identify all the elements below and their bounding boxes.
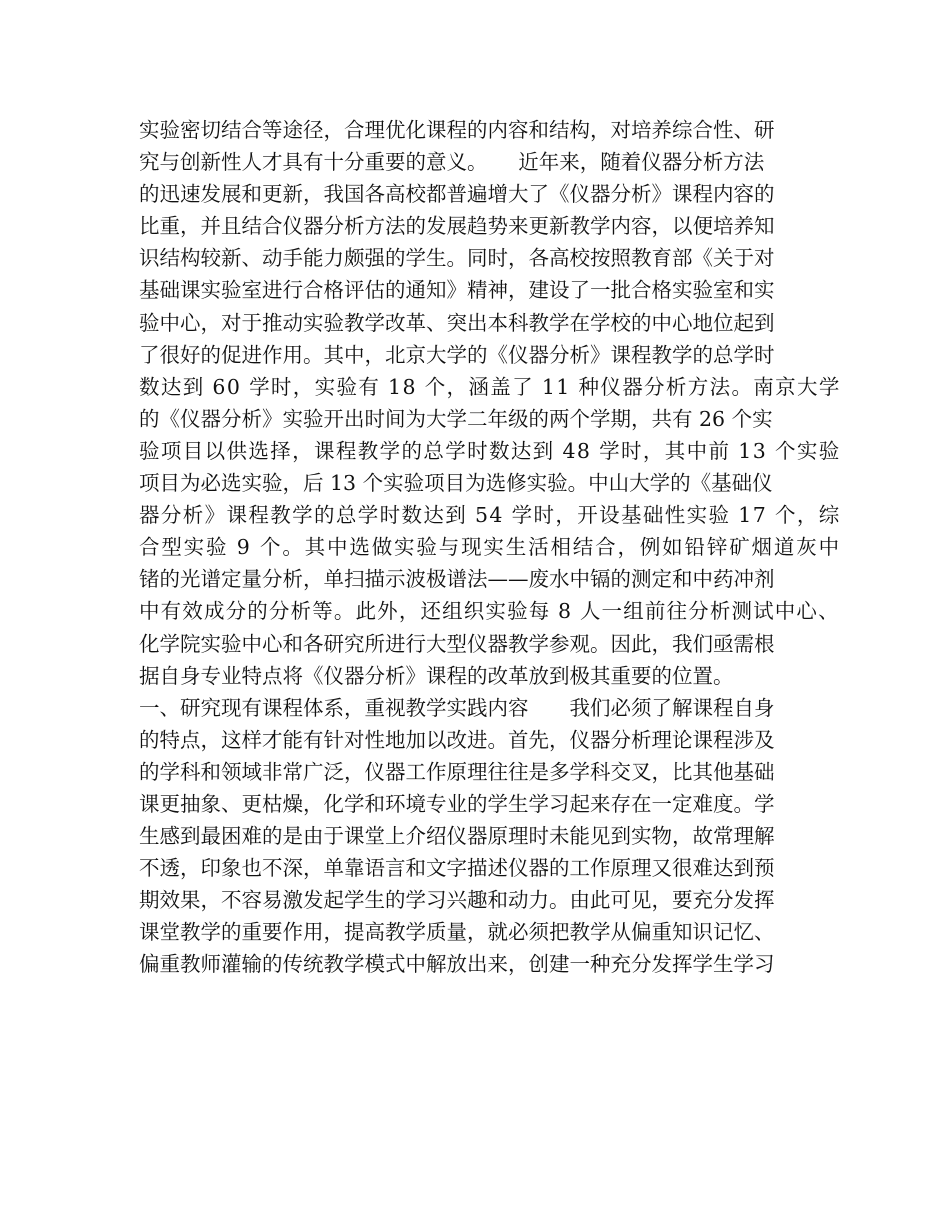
text-line: 的迅速发展和更新，我国各高校都普遍增大了《仪器分析》课程内容的 bbox=[139, 182, 775, 207]
text-line: 实验密切结合等途径，合理优化课程的内容和结构，对培养综合性、研 bbox=[139, 118, 775, 142]
text-line: 究与创新性人才具有十分重要的意义。 近年来，随着仪器分析方法 bbox=[139, 150, 765, 175]
text-line: 基础课实验室进行合格评估的通知》精神，建设了一批合格实验室和实 bbox=[139, 278, 775, 303]
text-line: 的《仪器分析》实验开出时间为大学二年级的两个学期，共有 26 个实 bbox=[139, 406, 773, 431]
text-line: 合型实验 9 个。其中选做实验与现实生活相结合，例如铅锌矿烟道灰中 bbox=[139, 535, 841, 560]
text-line: 化学院实验中心和各研究所进行大型仪器教学参观。因此，我们亟需根 bbox=[139, 631, 775, 656]
text-line: 中有效成分的分析等。此外，还组织实验每 8 人一组前往分析测试中心、 bbox=[139, 599, 840, 624]
text-line: 锗的光谱定量分析，单扫描示波极谱法——废水中镉的测定和中药冲剂 bbox=[139, 567, 775, 592]
text-line: 据自身专业特点将《仪器分析》课程的改革放到极其重要的位置。 bbox=[139, 663, 734, 688]
text-line: 识结构较新、动手能力颇强的学生。同时，各高校按照教育部《关于对 bbox=[139, 246, 775, 271]
text-line: 比重，并且结合仪器分析方法的发展趋势来更新教学内容，以便培养知 bbox=[139, 214, 775, 239]
document-body-text bbox=[139, 114, 839, 981]
text-line: 了很好的促进作用。其中，北京大学的《仪器分析》课程教学的总学时 bbox=[139, 342, 775, 367]
text-line: 一、研究现有课程体系，重视教学实践内容 我们必须了解课程自身 bbox=[139, 695, 775, 720]
text-line: 课堂教学的重要作用，提高教学质量，就必须把教学从偏重知识记忆、 bbox=[139, 920, 775, 945]
text-line: 期效果，不容易激发起学生的学习兴趣和动力。由此可见，要充分发挥 bbox=[139, 888, 775, 913]
text-line: 器分析》课程教学的总学时数达到 54 学时，开设基础性实验 17 个，综 bbox=[139, 503, 841, 528]
text-line: 偏重教师灌输的传统教学模式中解放出来，创建一种充分发挥学生学习 bbox=[139, 952, 775, 977]
text-line: 不透，印象也不深，单靠语言和文字描述仪器的工作原理又很难达到预 bbox=[139, 856, 775, 881]
text-line: 验项目以供选择，课程教学的总学时数达到 48 学时，其中前 13 个实验 bbox=[139, 438, 841, 463]
text-line: 生感到最困难的是由于课堂上介绍仪器原理时未能见到实物，故常理解 bbox=[139, 824, 775, 849]
text-line: 课更抽象、更枯燥，化学和环境专业的学生学习起来存在一定难度。学 bbox=[139, 791, 775, 816]
text-line: 的学科和领域非常广泛，仪器工作原理往往是多学科交叉，比其他基础 bbox=[139, 759, 775, 784]
text-line: 的特点，这样才能有针对性地加以改进。首先，仪器分析理论课程涉及 bbox=[139, 727, 775, 752]
text-line: 数达到 60 学时，实验有 18 个，涵盖了 11 种仪器分析方法。南京大学 bbox=[139, 374, 841, 399]
text-line: 验中心，对于推动实验教学改革、突出本科教学在学校的中心地位起到 bbox=[139, 310, 775, 335]
text-line: 项目为必选实验，后 13 个实验项目为选修实验。中山大学的《基础仪 bbox=[139, 471, 773, 496]
